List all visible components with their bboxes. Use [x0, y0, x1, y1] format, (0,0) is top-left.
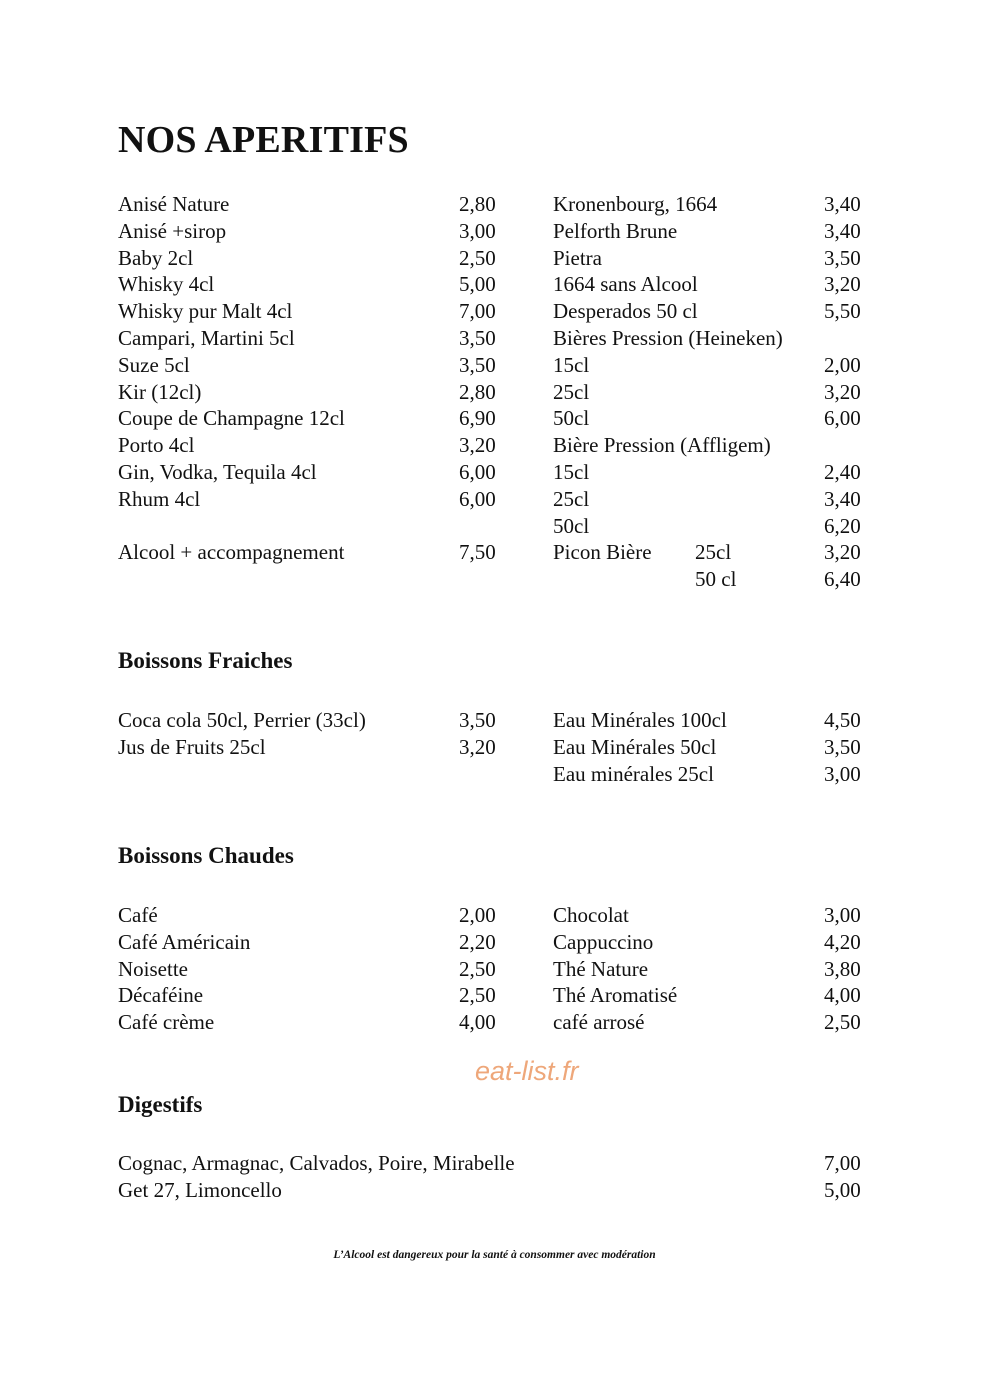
menu-item-price: 3,20	[824, 540, 861, 565]
menu-item-row	[118, 707, 503, 734]
menu-item-price: 3,00	[459, 218, 496, 243]
menu-item-price: 4,50	[824, 708, 861, 732]
menu-item-name: Eau minérales 25cl	[553, 761, 714, 786]
menu-item-row	[553, 1009, 873, 1036]
menu-item-name: Café crème	[118, 1010, 215, 1035]
menu-item-name: Coupe de Champagne 12cl	[118, 406, 345, 431]
menu-item-name: Get 27, Limoncello	[118, 1177, 282, 1202]
menu-item-row	[553, 956, 873, 983]
menu-item-price: 3,50	[459, 708, 496, 732]
chaudes-right-list	[553, 902, 873, 1036]
menu-item-price: 6,00	[459, 486, 496, 511]
menu-item-row	[118, 432, 503, 459]
menu-item-row	[553, 191, 873, 218]
menu-item-price: 4,00	[824, 983, 861, 1008]
menu-item-price: 3,50	[459, 325, 496, 350]
menu-item-name: Décaféine	[118, 983, 204, 1008]
menu-item-price: 6,00	[824, 406, 861, 431]
menu-item-price: 6,40	[824, 567, 861, 592]
menu-item-price: 3,20	[459, 433, 496, 458]
menu-item-price: 3,20	[824, 272, 861, 297]
menu-item-row	[553, 982, 873, 1009]
menu-item-row	[118, 929, 503, 956]
menu-item-size: 25cl	[695, 540, 732, 565]
menu-item-row	[553, 902, 873, 929]
chaudes-left-list	[118, 902, 503, 1036]
menu-item-price: 2,50	[459, 983, 496, 1008]
fraiches-right-list	[553, 707, 873, 787]
menu-item-name: 15cl	[553, 459, 590, 484]
menu-item-name: café arrosé	[553, 1010, 645, 1035]
menu-item-price: 2,00	[824, 352, 861, 377]
menu-item-row	[118, 271, 503, 298]
menu-item-name: Gin, Vodka, Tequila 4cl	[118, 459, 317, 484]
menu-item-row	[118, 352, 503, 379]
menu-item-name: Campari, Martini 5cl	[118, 325, 295, 350]
menu-item-price: 3,80	[824, 956, 861, 981]
menu-item-row	[118, 459, 503, 486]
menu-item-row	[553, 218, 873, 245]
aperitifs-left-list	[118, 191, 503, 566]
menu-item-price: 3,40	[824, 486, 861, 511]
menu-item-row	[118, 245, 503, 272]
menu-item-name: Whisky 4cl	[118, 272, 215, 297]
menu-item-price: 2,20	[459, 929, 496, 954]
menu-item-price: 3,40	[824, 218, 861, 243]
menu-item-name: Pelforth Brune	[553, 218, 678, 243]
menu-item-row	[118, 298, 503, 325]
menu-item-name: Cognac, Armagnac, Calvados, Poire, Mirabelle	[118, 1151, 515, 1175]
menu-item-row	[118, 486, 503, 513]
menu-item-name: Alcool + accompagnement	[118, 540, 345, 565]
menu-item-price: 5,50	[824, 299, 861, 324]
menu-item-price: 3,50	[824, 734, 861, 759]
menu-item-price: 5,00	[459, 272, 496, 297]
menu-item-price: 2,50	[824, 1010, 861, 1035]
menu-item-name: Cappuccino	[553, 929, 654, 954]
menu-item-row	[118, 405, 503, 432]
menu-item-price: 3,20	[824, 379, 861, 404]
menu-item-name: Eau Minérales 50cl	[553, 734, 717, 759]
menu-item-price: 6,00	[459, 459, 496, 484]
menu-item-price: 3,50	[824, 245, 861, 270]
menu-item-name: 1664 sans Alcool	[553, 272, 698, 297]
menu-item-name: 25cl	[553, 379, 590, 404]
menu-item-name: Eau Minérales 100cl	[553, 708, 727, 732]
menu-item-name: Picon Bière	[553, 540, 652, 565]
menu-item-row	[118, 379, 503, 406]
section-heading-chaudes: Boissons Chaudes	[118, 843, 294, 868]
menu-item-name: Desperados 50 cl	[553, 299, 698, 324]
menu-item-row	[553, 513, 873, 540]
menu-item-name: Bière Pression (Affligem)	[553, 433, 771, 458]
menu-item-row	[118, 902, 503, 929]
menu-item-row	[118, 513, 503, 540]
menu-item-name: Chocolat	[553, 903, 629, 927]
menu-item-name: Pietra	[553, 245, 602, 270]
menu-item-name: Jus de Fruits 25cl	[118, 734, 266, 759]
menu-item-row	[553, 486, 873, 513]
menu-item-name: Baby 2cl	[118, 245, 194, 270]
menu-item-name: Coca cola 50cl, Perrier (33cl)	[118, 708, 366, 732]
menu-item-price: 2,80	[459, 379, 496, 404]
menu-item-name: Suze 5cl	[118, 352, 190, 377]
menu-item-price: 4,00	[459, 1010, 496, 1035]
menu-item-row	[118, 1009, 503, 1036]
menu-item-price: 7,00	[824, 1151, 861, 1175]
menu-item-price: 3,00	[824, 903, 861, 927]
menu-item-row	[553, 566, 873, 593]
menu-item-name: Thé Nature	[553, 956, 649, 981]
menu-item-row	[118, 191, 503, 218]
section-heading-fraiches: Boissons Fraiches	[118, 648, 293, 673]
menu-item-price: 3,40	[824, 192, 861, 216]
menu-item-row	[118, 539, 503, 566]
section-heading-digestifs: Digestifs	[118, 1092, 203, 1117]
menu-item-row	[553, 405, 873, 432]
menu-item-price: 7,50	[459, 540, 496, 565]
menu-item-name: Café Américain	[118, 929, 251, 954]
page-title: NOS APERITIFS	[118, 119, 409, 161]
menu-item-name: Anisé Nature	[118, 192, 230, 216]
menu-item-row	[553, 271, 873, 298]
menu-item-name: 50cl	[553, 513, 590, 538]
menu-item-price: 7,00	[459, 299, 496, 324]
menu-item-row	[553, 298, 873, 325]
menu-item-row	[553, 707, 873, 734]
aperitifs-right-list	[553, 191, 873, 593]
menu-item-price: 2,00	[459, 903, 496, 927]
menu-item-row	[553, 734, 873, 761]
menu-item-name: Kronenbourg, 1664	[553, 192, 718, 216]
menu-item-name: 15cl	[553, 352, 590, 377]
health-warning-footer: L’Alcool est dangereux pour la santé à consommer avec modération	[333, 1249, 656, 1261]
menu-item-price: 5,00	[824, 1177, 861, 1202]
menu-item-name: 50cl	[553, 406, 590, 431]
menu-item-name: Whisky pur Malt 4cl	[118, 299, 293, 324]
menu-item-price: 3,50	[459, 352, 496, 377]
menu-item-row	[118, 956, 503, 983]
menu-item-name: Noisette	[118, 956, 188, 981]
menu-item-price: 6,90	[459, 406, 496, 431]
menu-item-row	[553, 539, 873, 566]
menu-item-price: 2,50	[459, 956, 496, 981]
digestifs-list	[118, 1150, 878, 1204]
watermark-text: eat-list.fr	[475, 1056, 579, 1086]
menu-item-row	[118, 1177, 878, 1204]
menu-item-row	[553, 929, 873, 956]
menu-item-price: 2,40	[824, 459, 861, 484]
menu-item-row	[118, 982, 503, 1009]
menu-item-price: 3,00	[824, 761, 861, 786]
menu-item-row	[553, 459, 873, 486]
menu-item-row	[118, 218, 503, 245]
menu-item-price: 2,80	[459, 192, 496, 216]
menu-item-name: 25cl	[553, 486, 590, 511]
menu-item-name: Porto 4cl	[118, 433, 195, 458]
menu-item-name: Thé Aromatisé	[553, 983, 678, 1008]
fraiches-left-list	[118, 707, 503, 761]
menu-item-name: Kir (12cl)	[118, 379, 202, 404]
menu-item-row	[553, 352, 873, 379]
menu-item-price: 6,20	[824, 513, 861, 538]
menu-item-row	[553, 761, 873, 788]
menu-item-price: 4,20	[824, 929, 861, 954]
menu-item-price: 2,50	[459, 245, 496, 270]
menu-item-row	[118, 325, 503, 352]
menu-item-name: Café	[118, 903, 158, 927]
menu-item-row	[553, 432, 873, 459]
menu-item-name: Rhum 4cl	[118, 486, 201, 511]
menu-item-price: 3,20	[459, 734, 496, 759]
menu-item-name: Bières Pression (Heineken)	[553, 325, 783, 350]
menu-item-row	[118, 1150, 878, 1177]
menu-item-name: Anisé +sirop	[118, 218, 227, 243]
menu-item-row	[118, 734, 503, 761]
menu-item-row	[553, 325, 873, 352]
menu-item-row	[553, 245, 873, 272]
menu-item-row	[553, 379, 873, 406]
menu-item-size: 50 cl	[695, 567, 737, 592]
